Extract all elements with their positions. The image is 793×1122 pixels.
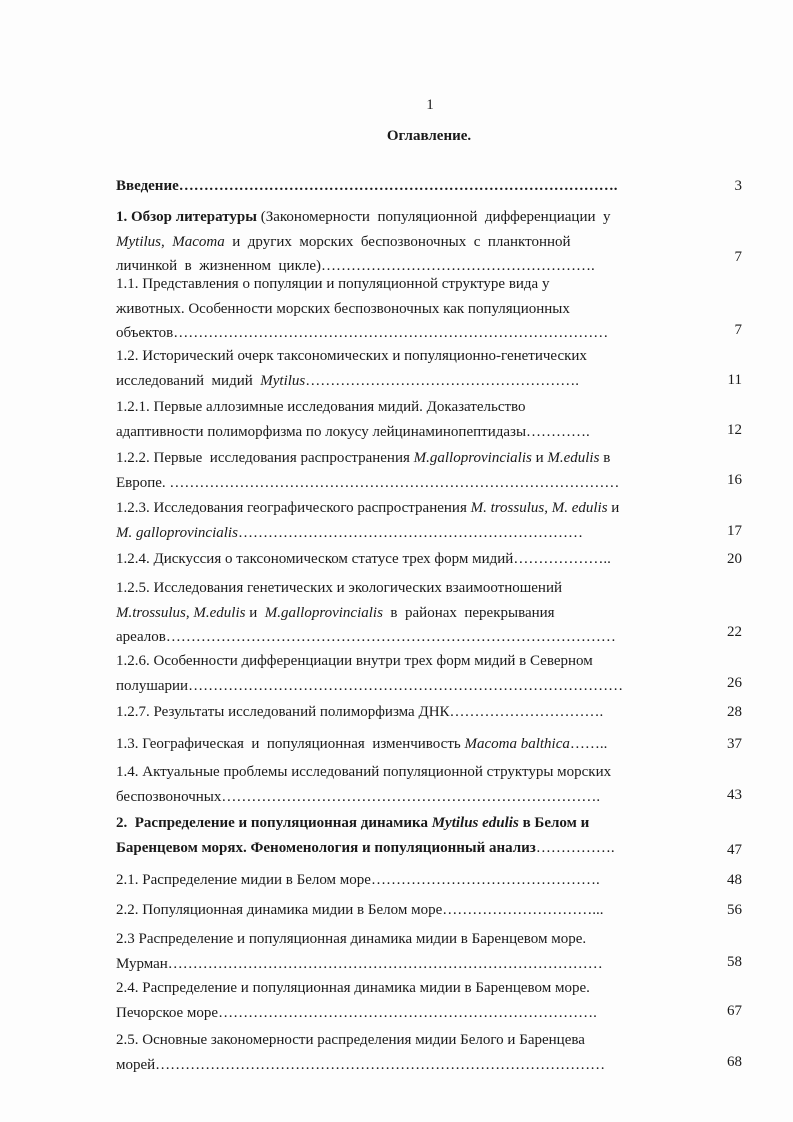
toc-entry-line: 1.2.5. Исследования генетических и экологических взаимоотношений <box>116 580 563 596</box>
toc-entry-1-2-3[interactable] <box>116 496 658 545</box>
toc-page-number: 7 <box>734 249 742 265</box>
toc-entry-line: Европе. ……………………………………………………………………………… <box>116 474 620 491</box>
toc-entry-2-2[interactable] <box>116 898 658 923</box>
toc-entry-1-2-5[interactable] <box>116 576 658 650</box>
toc-page-number: 43 <box>727 787 742 803</box>
toc-entry-line: M. galloprovincialis…………………………………………………………… <box>116 524 583 541</box>
toc-page-number: 68 <box>727 1054 742 1070</box>
toc-page-number: 20 <box>727 551 742 567</box>
toc-entry-line: M.trossulus, M.edulis и M.galloprovincialis в районах перекрывания <box>116 604 555 621</box>
toc-page-number: 7 <box>734 322 742 338</box>
toc-entry-1-3[interactable] <box>116 732 658 757</box>
toc-entry-2-1[interactable] <box>116 868 658 893</box>
toc-entry-line: животных. Особенности морских беспозвоночных как популяционных <box>116 300 570 317</box>
toc-entry-line: 1.2.2. Первые исследования распространения M.galloprovincialis и M.edulis в <box>116 450 611 466</box>
toc-page-number: 37 <box>727 736 742 752</box>
toc-entry-1-2[interactable] <box>116 344 658 393</box>
toc-entry-line: исследований мидий Mytilus………………………………………………. <box>116 372 580 389</box>
toc-entry-line: 1.2.3. Исследования географического распространения M. trossulus, M. edulis и <box>116 500 620 516</box>
toc-entry-1-2-1[interactable] <box>116 395 658 444</box>
toc-page-number: 11 <box>727 372 742 388</box>
toc-entry-line: морей……………………………………………………………………………… <box>116 1056 606 1073</box>
toc-entry-line: 1.2.4. Дискуссия о таксономическом статусе трех форм мидий……………….. <box>116 551 611 567</box>
toc-entry-line: беспозвоночных…………………………………………………………………. <box>116 788 601 805</box>
toc-entry-1-2-4[interactable] <box>116 547 658 572</box>
toc-entry-line: 1.1. Представления о популяции и популяционной структуре вида у <box>116 276 550 292</box>
toc-entry-line: 2.1. Распределение мидии в Белом море………………………………………. <box>116 872 600 888</box>
toc-entry-line: Mytilus, Macoma и других морских беспозвоночных с планктонной <box>116 233 571 250</box>
toc-entry-line: 1.2. Исторический очерк таксономических и популяционно-генетических <box>116 348 587 364</box>
toc-entry-line: объектов…………………………………………………………………………… <box>116 325 609 341</box>
toc-entry-1-2-6[interactable] <box>116 649 658 698</box>
toc-entry-line: 1.4. Актуальные проблемы исследований популяционной структуры морских <box>116 764 612 780</box>
toc-entry-line: Мурман…………………………………………………………………………… <box>116 955 603 972</box>
page-number: 1 <box>426 97 434 113</box>
toc-entry-introduction[interactable] <box>116 174 658 199</box>
toc-entry-line: 2.2. Популяционная динамика мидии в Белом море…………………………... <box>116 902 604 918</box>
toc-entry-1-2-7[interactable] <box>116 700 658 725</box>
toc-entry-line: 1. Обзор литературы (Закономерности популяционной дифференциации у <box>116 209 611 225</box>
toc-page-number: 58 <box>727 954 742 970</box>
toc-page-number: 48 <box>727 872 742 888</box>
toc-entry-2-3[interactable] <box>116 927 658 976</box>
toc-entry-line: 2. Распределение и популяционная динамика Mytilus edulis в Белом и <box>116 815 590 831</box>
toc-entry-chapter-1[interactable] <box>116 205 658 279</box>
toc-page-number: 22 <box>727 624 742 640</box>
toc-page-number: 47 <box>727 842 742 858</box>
toc-entry-chapter-2[interactable] <box>116 811 658 860</box>
toc-page-number: 26 <box>727 675 742 691</box>
toc-entry-line: личинкой в жизненном цикле)………………………………………………. <box>116 258 595 274</box>
toc-entry-1-2-2[interactable] <box>116 446 658 495</box>
toc-entry-line: 2.3 Распределение и популяционная динамика мидии в Баренцевом море. <box>116 931 587 947</box>
toc-entry-line: Баренцевом морях. Феноменология и популяционный анализ……………. <box>116 839 615 856</box>
toc-page-number: 56 <box>727 902 742 918</box>
toc-page-number: 16 <box>727 472 742 488</box>
toc-entry-2-5[interactable] <box>116 1028 658 1077</box>
toc-entry-line: 2.4. Распределение и популяционная динамика мидии в Баренцевом море. <box>116 980 590 996</box>
toc-entry-line: 2.5. Основные закономерности распределения мидии Белого и Баренцева <box>116 1032 585 1048</box>
toc-entry-line: 1.2.1. Первые аллозимные исследования мидий. Доказательство <box>116 399 526 415</box>
toc-entry-line: 1.2.7. Результаты исследований полиморфизма ДНК…………………………. <box>116 704 604 720</box>
toc-entry-line: адаптивности полиморфизма по локусу лейцинаминопептидазы…………. <box>116 423 590 440</box>
toc-entry-1-1[interactable] <box>116 272 658 346</box>
toc-entry-line: полушарии…………………………………………………………………………… <box>116 677 624 694</box>
toc-entry-2-4[interactable] <box>116 976 658 1025</box>
toc-entry-line: 1.2.6. Особенности дифференциации внутри трех форм мидий в Северном <box>116 653 593 669</box>
toc-entry-1-4[interactable] <box>116 760 658 809</box>
toc-page-number: 67 <box>727 1003 742 1019</box>
toc-page-number: 17 <box>727 523 742 539</box>
toc-entry-line: 1.3. Географическая и популяционная изменчивость Macoma balthica…….. <box>116 736 608 752</box>
toc-entry-line: Печорское море…………………………………………………………………. <box>116 1004 597 1021</box>
toc-page-number: 12 <box>727 422 742 438</box>
toc-entry-line: Введение……………………………………………………………………………. <box>116 178 618 194</box>
toc-page-number: 3 <box>734 178 742 194</box>
toc-title: Оглавление. <box>386 128 472 144</box>
toc-page-number: 28 <box>727 704 742 720</box>
toc-entry-line: ареалов……………………………………………………………………………… <box>116 629 616 645</box>
